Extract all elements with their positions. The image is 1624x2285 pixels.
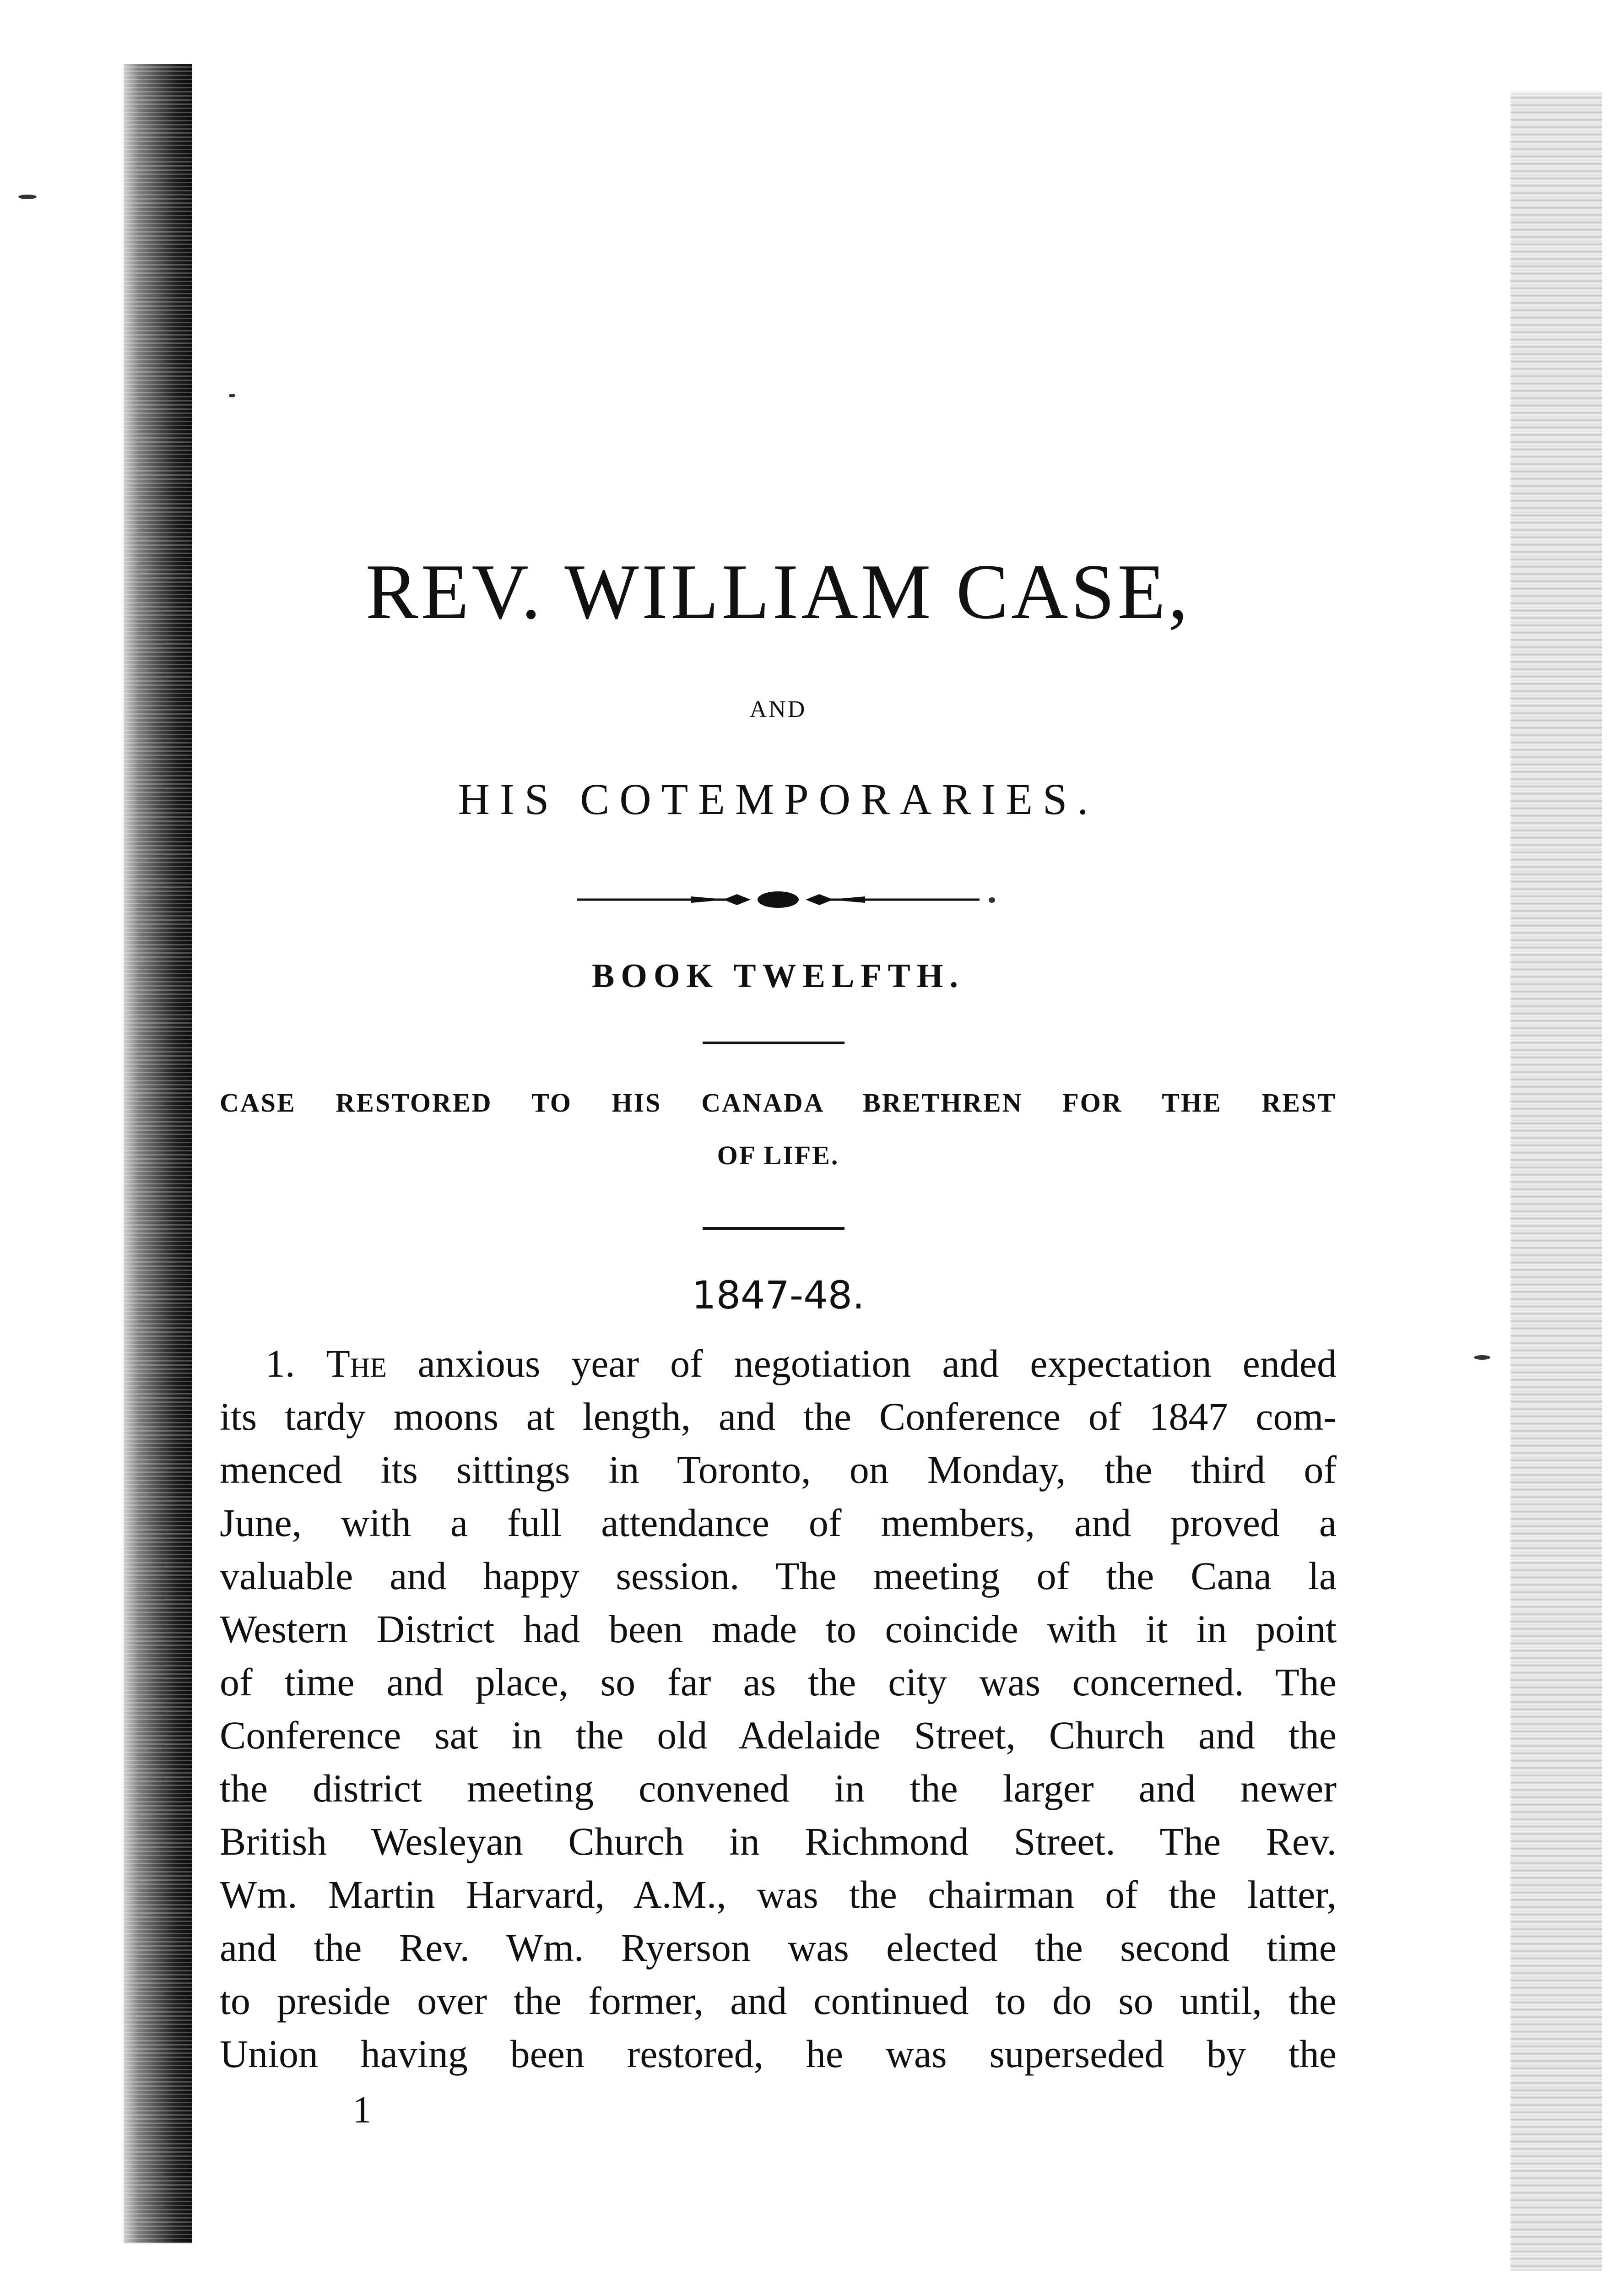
body-paragraph bbox=[220, 1337, 1337, 2080]
year-heading: 1847-48. bbox=[692, 1273, 865, 1318]
divider-rule bbox=[703, 1042, 844, 1044]
title-conjunction: AND bbox=[749, 696, 807, 722]
paragraph-line: and the Rev. Wm. Ryerson was elected the second time bbox=[220, 1926, 1337, 1970]
paragraph-line: June, with a full attendance of members, and proved a bbox=[220, 1501, 1337, 1545]
paragraph-line: the district meeting convened in the larger and newer bbox=[220, 1766, 1337, 1810]
paragraph-line: of time and place, so far as the city was concerned. The bbox=[220, 1660, 1337, 1704]
paragraph-line: to preside over the former, and continued to do so until, the bbox=[220, 1979, 1337, 2023]
chapter-heading-line-2: OF LIFE. bbox=[717, 1140, 839, 1170]
paragraph-line: menced its sittings in Toronto, on Monday, the third of bbox=[220, 1448, 1337, 1492]
paragraph-line: British Wesleyan Church in Richmond Street. The Rev. bbox=[220, 1819, 1337, 1863]
paragraph-line: Western District had been made to coincide with it in point bbox=[220, 1607, 1337, 1651]
paragraph-line: its tardy moons at length, and the Conference of 1847 com- bbox=[220, 1395, 1337, 1438]
paragraph-line: Conference sat in the old Adelaide Street, Church and the bbox=[220, 1713, 1337, 1757]
page-edge-shadow bbox=[1510, 92, 1602, 2271]
paragraph-line: Union having been restored, he was superseded by the bbox=[220, 2032, 1337, 2076]
scan-speck bbox=[18, 195, 37, 199]
ornament-divider-icon bbox=[577, 890, 980, 909]
book-spine-shadow bbox=[124, 64, 192, 2243]
paragraph-line: Wm. Martin Harvard, A.M., was the chairman of the latter, bbox=[220, 1873, 1337, 1916]
page-subtitle: HIS COTEMPORARIES. bbox=[458, 775, 1099, 824]
chapter-heading-line-1: CASE RESTORED TO HIS CANADA BRETHREN FOR THE REST bbox=[220, 1088, 1337, 1118]
divider-rule bbox=[703, 1227, 844, 1230]
paragraph-line: valuable and happy session. The meeting of the Cana la bbox=[220, 1554, 1337, 1598]
page bbox=[220, 0, 1337, 2285]
paragraph-lead-word: The bbox=[326, 1341, 387, 1385]
page-title: REV. WILLIAM CASE, bbox=[365, 548, 1191, 635]
page-number: 1 bbox=[352, 2089, 372, 2131]
book-heading: BOOK TWELFTH. bbox=[592, 957, 964, 995]
paragraph-line: 1. The anxious year of negotiation and expectation ended bbox=[265, 1341, 1337, 1385]
paragraph-number: 1. bbox=[265, 1341, 295, 1385]
scan-speck bbox=[1474, 1355, 1490, 1360]
